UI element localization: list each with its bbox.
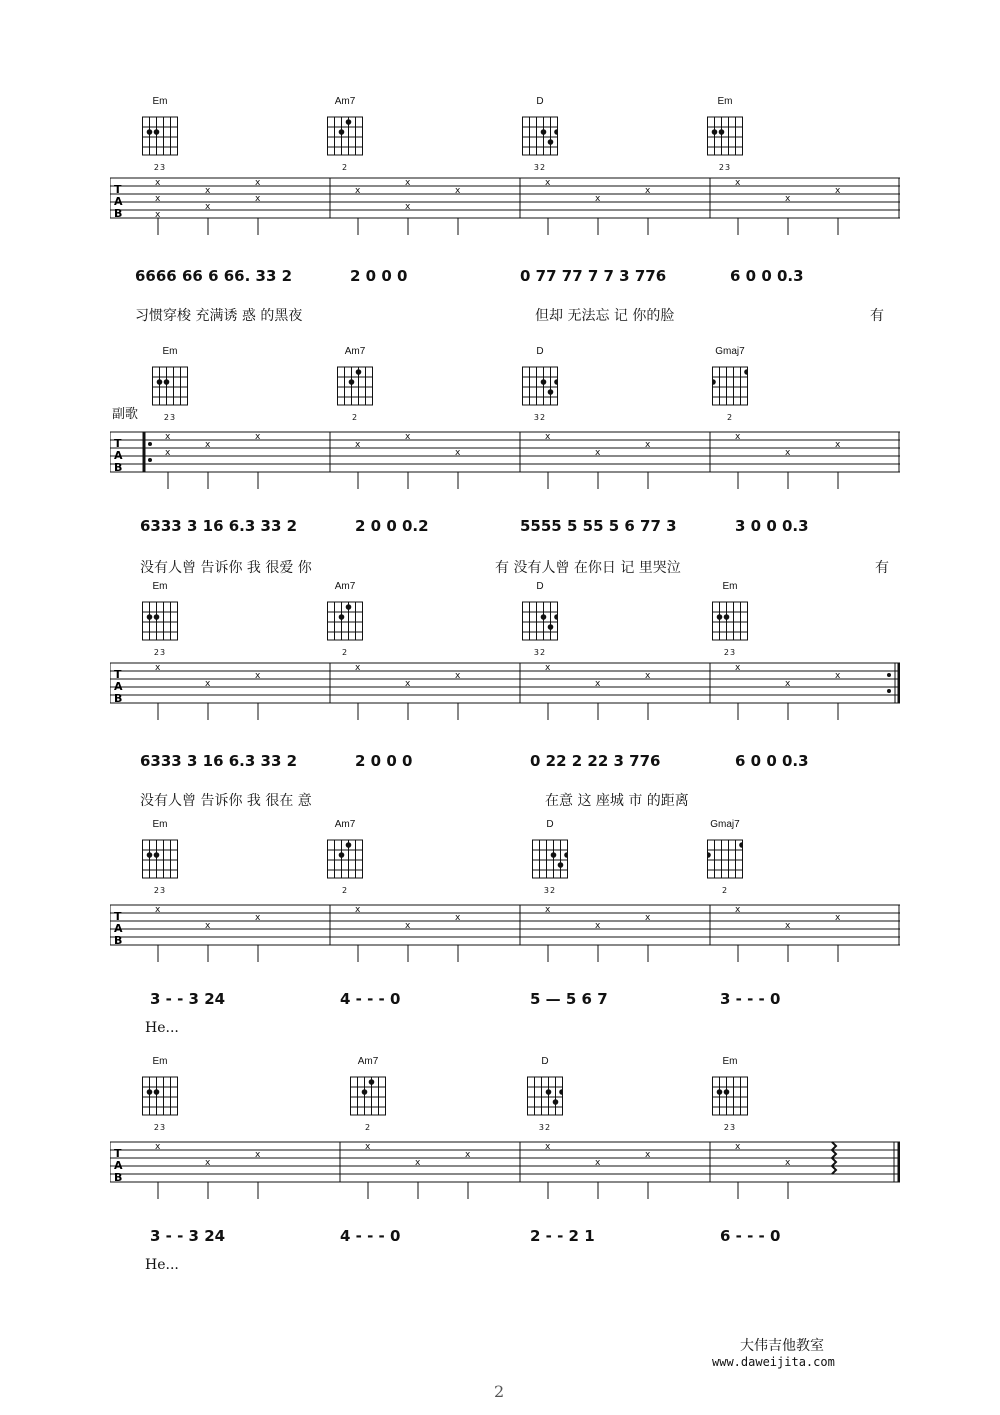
chord-name: Em <box>722 1056 738 1067</box>
chord-grid <box>142 598 178 642</box>
tab-staff <box>110 900 900 970</box>
svg-text:x: x <box>455 913 461 923</box>
chord-name: D <box>541 1056 549 1067</box>
svg-text:T: T <box>114 437 122 450</box>
page-number: 2 <box>494 1382 505 1401</box>
chord-fingers: 32 <box>538 1123 552 1132</box>
svg-text:x: x <box>835 186 841 196</box>
svg-text:x: x <box>835 671 841 681</box>
chord-grid <box>522 363 558 407</box>
svg-text:x: x <box>165 432 171 442</box>
chord-grid <box>532 836 568 880</box>
chord-diagram <box>315 95 375 172</box>
lyric-segment: 在意 这 座城 市 的距离 <box>545 793 689 809</box>
chord-diagram <box>510 580 570 657</box>
jianpu-measure: 0 22 2 22 3 776 <box>530 752 661 770</box>
chord-fingers: 23 <box>153 886 167 895</box>
jianpu-measure: 4 - - - 0 <box>340 990 401 1008</box>
svg-text:x: x <box>255 432 261 442</box>
svg-text:x: x <box>205 679 211 689</box>
jianpu-measure: 2 - - 2 1 <box>530 1227 595 1245</box>
svg-text:x: x <box>155 663 161 673</box>
system-4 <box>0 818 1000 1048</box>
svg-text:x: x <box>595 921 601 931</box>
svg-text:x: x <box>545 663 551 673</box>
svg-text:x: x <box>645 913 651 923</box>
chord-grid <box>142 1073 178 1117</box>
chord-name: Em <box>162 346 178 357</box>
svg-text:x: x <box>465 1150 471 1160</box>
svg-text:x: x <box>405 432 411 442</box>
jianpu-measure: 2 0 0 0 <box>350 267 408 285</box>
tab-staff <box>110 1137 900 1207</box>
chord-name: Am7 <box>334 581 356 592</box>
footer-url[interactable]: www.daweijita.com <box>712 1355 835 1369</box>
chord-diagram <box>695 95 755 172</box>
svg-text:A: A <box>114 195 123 208</box>
svg-text:x: x <box>205 1158 211 1168</box>
chord-fingers: 2 <box>341 648 349 657</box>
chord-name: Em <box>152 581 168 592</box>
chord-diagram <box>315 580 375 657</box>
svg-text:A: A <box>114 1159 123 1172</box>
chord-fingers: 2 <box>341 163 349 172</box>
svg-text:x: x <box>155 210 161 220</box>
chord-diagram <box>130 1055 190 1132</box>
lyric-segment: 但却 无法忘 记 你的脸 <box>535 308 675 324</box>
svg-text:x: x <box>365 1142 371 1152</box>
chord-fingers: 32 <box>543 886 557 895</box>
chord-diagram <box>130 818 190 895</box>
svg-text:x: x <box>595 448 601 458</box>
svg-text:x: x <box>785 921 791 931</box>
chord-name: Am7 <box>357 1056 379 1067</box>
svg-text:x: x <box>405 178 411 188</box>
svg-text:x: x <box>645 186 651 196</box>
chord-grid <box>337 363 373 407</box>
svg-text:B: B <box>114 1171 123 1184</box>
svg-text:x: x <box>545 432 551 442</box>
svg-text:B: B <box>114 207 123 220</box>
svg-text:B: B <box>114 692 123 705</box>
svg-text:x: x <box>545 178 551 188</box>
chord-diagram <box>510 345 570 422</box>
svg-text:x: x <box>355 663 361 673</box>
system-3 <box>0 580 1000 810</box>
svg-text:T: T <box>114 1147 122 1160</box>
jianpu-measure: 2 0 0 0 <box>355 752 413 770</box>
chord-diagram <box>315 818 375 895</box>
chord-name: Em <box>722 581 738 592</box>
chord-fingers: 23 <box>153 1123 167 1132</box>
chord-diagram <box>700 580 760 657</box>
chord-fingers: 32 <box>533 413 547 422</box>
svg-text:x: x <box>155 178 161 188</box>
svg-text:A: A <box>114 680 123 693</box>
svg-text:x: x <box>205 440 211 450</box>
svg-text:x: x <box>415 1158 421 1168</box>
svg-text:x: x <box>645 440 651 450</box>
svg-text:x: x <box>735 1142 741 1152</box>
chord-fingers: 2 <box>721 886 729 895</box>
chord-name: Em <box>152 819 168 830</box>
chord-grid <box>142 113 178 157</box>
jianpu-measure: 6333 3 16 6.3 33 2 <box>140 752 298 770</box>
svg-text:B: B <box>114 461 123 474</box>
chord-name: Am7 <box>334 96 356 107</box>
chord-grid <box>707 836 743 880</box>
svg-text:T: T <box>114 183 122 196</box>
jianpu-measure: 3 0 0 0.3 <box>735 517 809 535</box>
svg-text:x: x <box>255 913 261 923</box>
jianpu-measure: 6333 3 16 6.3 33 2 <box>140 517 298 535</box>
chord-fingers: 23 <box>718 163 732 172</box>
chord-fingers: 2 <box>341 886 349 895</box>
lyric-segment: 有 <box>870 308 884 324</box>
chord-fingers: 23 <box>153 163 167 172</box>
chord-diagram <box>695 818 755 895</box>
chord-grid <box>152 363 188 407</box>
svg-text:x: x <box>645 1150 651 1160</box>
chord-fingers: 23 <box>163 413 177 422</box>
jianpu-measure: 0 77 77 7 7 3 776 <box>520 267 667 285</box>
chord-name: Em <box>152 96 168 107</box>
chord-grid <box>712 363 748 407</box>
chord-name: Em <box>717 96 733 107</box>
chord-grid <box>712 1073 748 1117</box>
svg-text:T: T <box>114 910 122 923</box>
jianpu-measure: 3 - - - 0 <box>720 990 781 1008</box>
jianpu-measure: 3 - - 3 24 <box>150 990 226 1008</box>
jianpu-measure: 2 0 0 0.2 <box>355 517 429 535</box>
chord-diagram <box>700 345 760 422</box>
svg-text:x: x <box>785 448 791 458</box>
svg-text:x: x <box>355 186 361 196</box>
footer-brand: 大伟吉他教室 <box>740 1338 824 1354</box>
svg-text:x: x <box>255 1150 261 1160</box>
jianpu-measure: 5 — 5 6 7 <box>530 990 608 1008</box>
jianpu-measure: 6 - - - 0 <box>720 1227 781 1245</box>
svg-text:x: x <box>205 921 211 931</box>
svg-text:x: x <box>355 440 361 450</box>
svg-text:x: x <box>355 905 361 915</box>
chord-name: D <box>536 96 544 107</box>
chord-grid <box>327 598 363 642</box>
svg-text:x: x <box>405 921 411 931</box>
svg-text:x: x <box>155 905 161 915</box>
jianpu-measure: 6 0 0 0.3 <box>735 752 809 770</box>
jianpu-measure: 6666 66 6 66. 33 2 <box>135 267 293 285</box>
svg-text:x: x <box>155 194 161 204</box>
chord-fingers: 32 <box>533 163 547 172</box>
svg-text:T: T <box>114 668 122 681</box>
svg-text:x: x <box>155 1142 161 1152</box>
svg-text:x: x <box>405 202 411 212</box>
section-label: 副歌 <box>112 407 139 422</box>
chord-diagram <box>130 580 190 657</box>
lyric-segment: 没有人曾 告诉你 我 很爱 你 <box>140 560 312 576</box>
svg-text:x: x <box>205 186 211 196</box>
jianpu-measure: 4 - - - 0 <box>340 1227 401 1245</box>
jianpu-measure: 5555 5 55 5 6 77 3 <box>520 517 677 535</box>
chord-fingers: 2 <box>726 413 734 422</box>
chord-diagram <box>130 95 190 172</box>
svg-text:x: x <box>545 1142 551 1152</box>
svg-text:x: x <box>735 178 741 188</box>
svg-text:x: x <box>595 194 601 204</box>
svg-text:x: x <box>255 178 261 188</box>
chord-grid <box>712 598 748 642</box>
lyric-segment: 有 没有人曾 在你日 记 里哭泣 <box>495 560 681 576</box>
svg-text:x: x <box>835 913 841 923</box>
system-2 <box>0 345 1000 575</box>
lyric-segment: He... <box>145 1020 179 1036</box>
svg-text:x: x <box>735 663 741 673</box>
chord-grid <box>327 113 363 157</box>
svg-text:x: x <box>785 1158 791 1168</box>
chord-name: Em <box>152 1056 168 1067</box>
svg-text:x: x <box>255 194 261 204</box>
svg-text:x: x <box>735 905 741 915</box>
system-5 <box>0 1055 1000 1285</box>
tab-staff <box>110 173 900 243</box>
chord-fingers: 23 <box>723 648 737 657</box>
svg-text:x: x <box>735 432 741 442</box>
chord-grid <box>527 1073 563 1117</box>
lyric-segment: 习惯穿梭 充满诱 惑 的黑夜 <box>135 308 303 324</box>
svg-text:A: A <box>114 449 123 462</box>
chord-diagram <box>510 95 570 172</box>
chord-diagram <box>140 345 200 422</box>
svg-text:x: x <box>595 1158 601 1168</box>
svg-text:x: x <box>405 679 411 689</box>
chord-name: Am7 <box>344 346 366 357</box>
chord-grid <box>707 113 743 157</box>
chord-fingers: 23 <box>723 1123 737 1132</box>
chord-grid <box>327 836 363 880</box>
chord-diagram <box>325 345 385 422</box>
system-1 <box>0 95 1000 325</box>
svg-text:B: B <box>114 934 123 947</box>
svg-text:A: A <box>114 922 123 935</box>
svg-text:x: x <box>545 905 551 915</box>
svg-text:x: x <box>455 671 461 681</box>
svg-text:x: x <box>455 448 461 458</box>
lyric-segment: 没有人曾 告诉你 我 很在 意 <box>140 793 312 809</box>
tab-staff <box>110 658 900 728</box>
chord-fingers: 2 <box>364 1123 372 1132</box>
svg-text:x: x <box>255 671 261 681</box>
svg-text:x: x <box>455 186 461 196</box>
chord-name: Gmaj7 <box>715 346 745 357</box>
svg-text:x: x <box>835 440 841 450</box>
chord-diagram <box>520 818 580 895</box>
chord-grid <box>522 113 558 157</box>
svg-text:x: x <box>785 679 791 689</box>
svg-text:x: x <box>165 448 171 458</box>
svg-text:x: x <box>785 194 791 204</box>
chord-name: D <box>536 581 544 592</box>
chord-grid <box>522 598 558 642</box>
chord-name: D <box>546 819 554 830</box>
svg-text:x: x <box>645 671 651 681</box>
chord-fingers: 23 <box>153 648 167 657</box>
chord-name: Am7 <box>334 819 356 830</box>
chord-fingers: 2 <box>351 413 359 422</box>
svg-text:x: x <box>205 202 211 212</box>
chord-fingers: 32 <box>533 648 547 657</box>
lyric-segment: He... <box>145 1257 179 1273</box>
lyric-segment: 有 <box>875 560 889 576</box>
svg-text:x: x <box>595 679 601 689</box>
chord-name: Gmaj7 <box>710 819 740 830</box>
tab-staff <box>110 427 900 497</box>
chord-name: D <box>536 346 544 357</box>
jianpu-measure: 6 0 0 0.3 <box>730 267 804 285</box>
chord-diagram <box>515 1055 575 1132</box>
chord-diagram <box>338 1055 398 1132</box>
jianpu-measure: 3 - - 3 24 <box>150 1227 226 1245</box>
chord-grid <box>350 1073 386 1117</box>
chord-diagram <box>700 1055 760 1132</box>
chord-grid <box>142 836 178 880</box>
